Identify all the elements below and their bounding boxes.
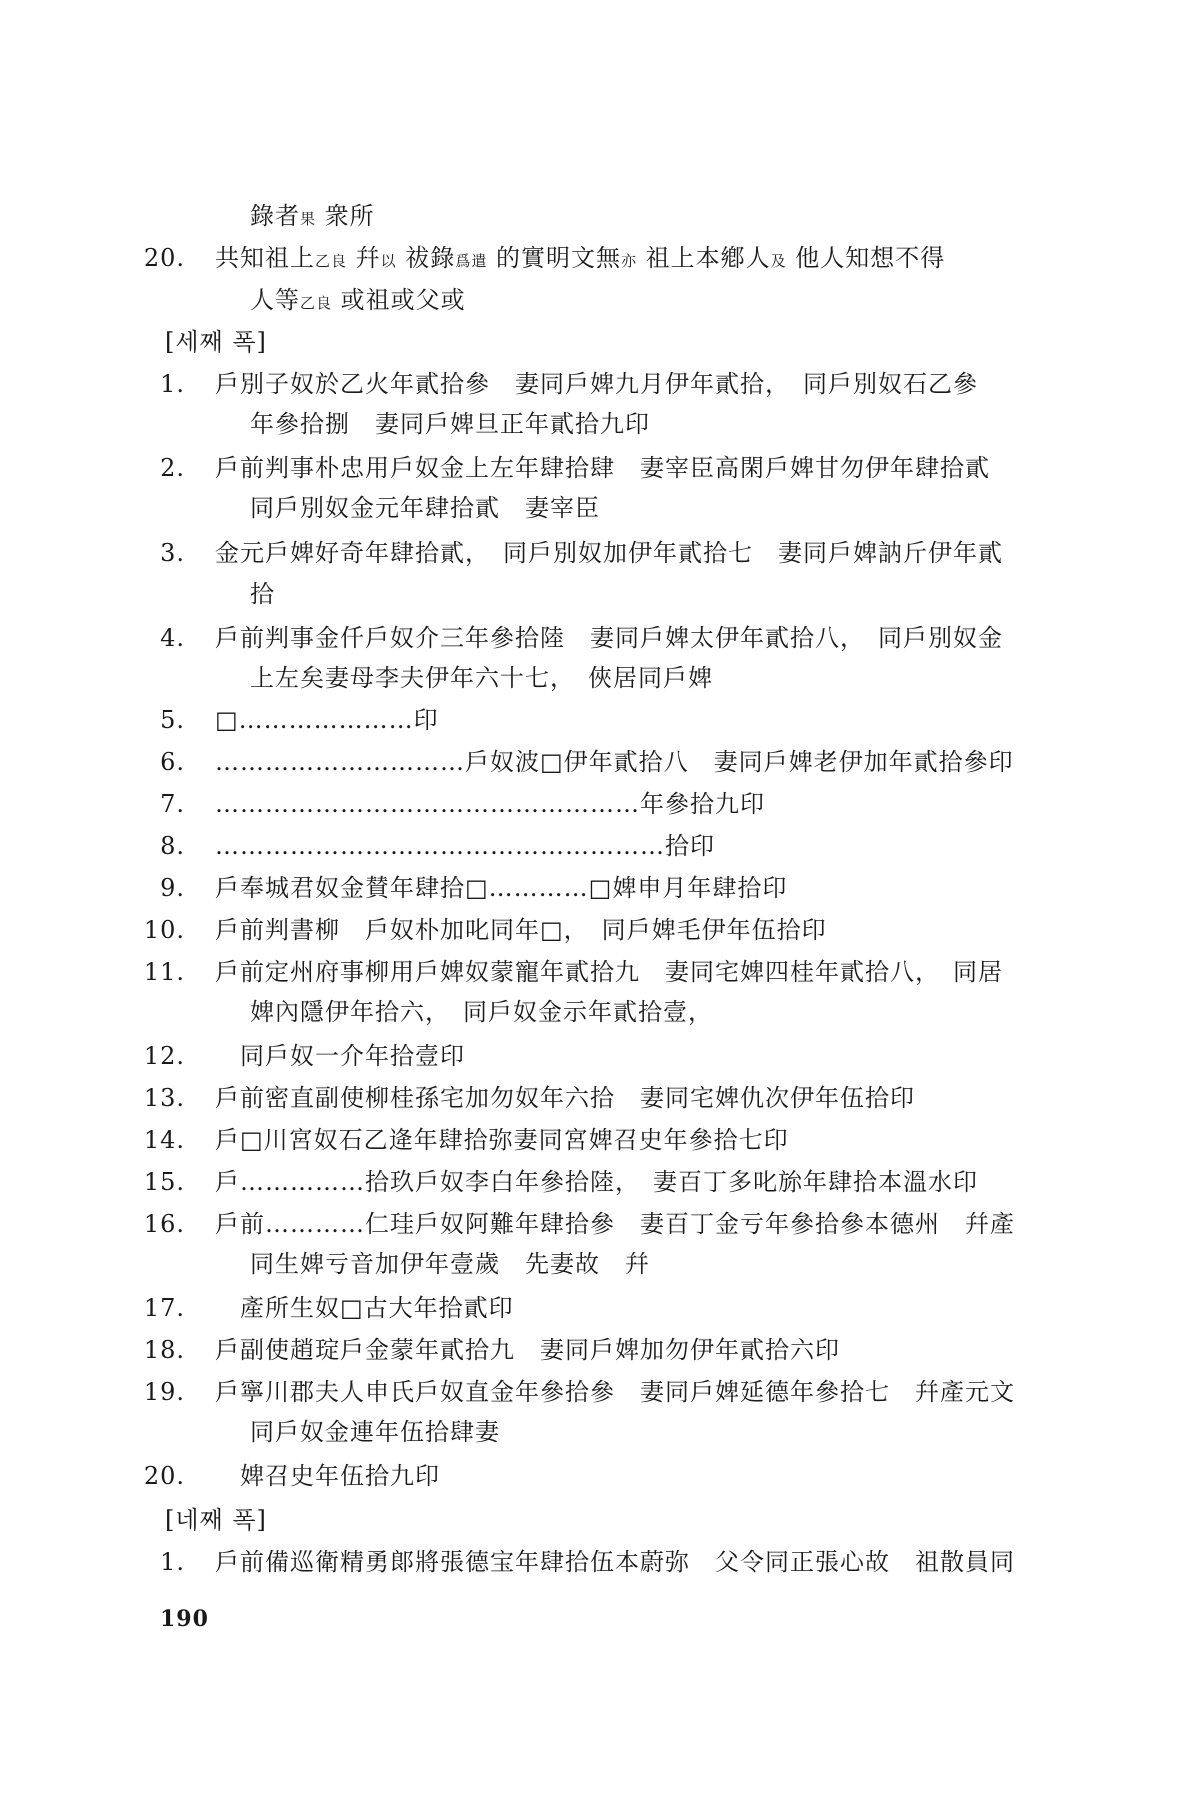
entry-3-1 (0, 364, 1200, 404)
section-heading-text: [세째 폭] (165, 328, 267, 356)
entry-text: 同戶別奴金元年肆拾貳 妻宰臣 (250, 494, 600, 522)
entry-text: 戶前判事朴忠用戶奴金上左年肆拾肆 妻宰臣高閑戶婢甘勿伊年肆拾貳 (215, 454, 990, 482)
entry-number: 17. (143, 1294, 185, 1322)
entry-3-4-continuation (0, 658, 1200, 698)
entry-text: 上左矣妻母李夫伊年六十七， 俠居同戶婢 (250, 664, 713, 692)
entry-3-2 (0, 448, 1200, 488)
entry-number: 18. (143, 1336, 185, 1364)
page-number: 190 (160, 1606, 209, 1632)
entry-3-13 (0, 1078, 1200, 1118)
section-heading-text: [네째 폭] (165, 1506, 267, 1534)
annotation: 爲遣 (455, 252, 488, 270)
carry-over-text-rest: 衆所 (316, 202, 375, 230)
entry-3-3 (0, 533, 1200, 573)
entry-number: 11. (143, 958, 185, 986)
entry-number: 1. (160, 370, 185, 398)
annotation: 亦 (620, 252, 637, 270)
annotation: 乙良 (300, 294, 333, 312)
entry-3-5 (0, 700, 1200, 740)
entry-3-14 (0, 1120, 1200, 1160)
entry-3-6 (0, 742, 1200, 782)
entry-3-9 (0, 868, 1200, 908)
entry-text: 戶前…………仁珪戶奴阿難年肆拾參 妻百丁金亏年參拾參本德州 幷產 (215, 1210, 1015, 1238)
entry-3-19 (0, 1372, 1200, 1412)
entry-number: 1. (160, 1548, 185, 1576)
entry-text: ………………………………………………拾印 (215, 832, 715, 860)
entry-3-10 (0, 910, 1200, 950)
entry-number: 7. (160, 790, 185, 818)
entry-text: □…………………印 (215, 706, 439, 734)
entry-3-16-continuation (0, 1244, 1200, 1284)
entry-text: 戶前判書柳 戶奴朴加叱同年□， 同戶婢毛伊年伍拾印 (215, 916, 827, 944)
entry-text: 戶前密直副使柳桂孫宅加勿奴年六拾 妻同宅婢仇次伊年伍拾印 (215, 1084, 915, 1112)
entry-text: …………………………戶奴波□伊年貳拾八 妻同戶婢老伊加年貳拾參印 (215, 748, 1014, 776)
entry-text: 共知祖上乙良 幷以 祓錄爲遣 的實明文無亦 祖上本鄕人及 他人知想不得 (215, 244, 946, 272)
entry-number: 14. (143, 1126, 185, 1154)
entry-3-15 (0, 1162, 1200, 1202)
entry-3-1-continuation (0, 404, 1200, 444)
entry-number: 10. (143, 916, 185, 944)
entry-text: 戶……………拾玖戶奴李白年參拾陸， 妻百丁多叱旀年肆拾本溫水印 (215, 1168, 978, 1196)
entry-text: 婢召史年伍拾九印 (215, 1462, 440, 1490)
entry-3-2-continuation (0, 488, 1200, 528)
entry-number: 12. (143, 1042, 185, 1070)
entry-3-11-continuation (0, 992, 1200, 1032)
entry-number: 5. (160, 706, 185, 734)
entry-text: 戶前備巡衛精勇郞將張德宝年肆拾伍本蔚弥 父令同正張心故 祖散員同 (215, 1548, 1015, 1576)
entry-3-16 (0, 1204, 1200, 1244)
entry-text: 同戶奴一介年拾壹印 (215, 1042, 465, 1070)
entry-number: 20. (143, 1462, 185, 1490)
entry-text: 金元戶婢好奇年肆拾貳， 同戶別奴加伊年貳拾七 妻同戶婢訥斤伊年貳 (215, 539, 1003, 567)
carry-over-annotation: 果 (300, 210, 317, 228)
annotation: 以 (380, 252, 397, 270)
entry-4-1 (0, 1542, 1200, 1582)
entry-3-4 (0, 618, 1200, 658)
entry-3-11 (0, 952, 1200, 992)
entry-3-7 (0, 784, 1200, 824)
entry-number: 8. (160, 832, 185, 860)
entry-number: 9. (160, 874, 185, 902)
annotation: 及 (770, 252, 787, 270)
entry-text: 婢內隱伊年拾六， 同戶奴金示年貳拾壹， (250, 998, 713, 1026)
entry-number: 15. (143, 1168, 185, 1196)
annotation: 乙良 (315, 252, 348, 270)
entry-text: 產所生奴□古大年拾貳印 (215, 1294, 514, 1322)
entry-3-20 (0, 1456, 1200, 1496)
entry-number: 19. (143, 1378, 185, 1406)
entry-text: 戶寧川郡夫人申氏戶奴直金年參拾參 妻同戶婢延德年參拾七 幷產元文 (215, 1378, 1015, 1406)
entry-text: 戶前判事金仟戶奴介三年參拾陸 妻同戶婢太伊年貳拾八， 同戶別奴金 (215, 624, 1003, 652)
entry-number: 16. (143, 1210, 185, 1238)
entry-3-18 (0, 1330, 1200, 1370)
carry-over-line (0, 196, 1200, 236)
entry-number: 3. (160, 539, 185, 567)
entry-text: 同生婢亏音加伊年壹歲 先妻故 幷 (250, 1250, 650, 1278)
entry-text: 戶前定州府事柳用戶婢奴蒙寵年貳拾九 妻同宅婢四桂年貳拾八， 同居 (215, 958, 1003, 986)
entry-number: 13. (143, 1084, 185, 1112)
entry-number: 2. (160, 454, 185, 482)
entry-3-12 (0, 1036, 1200, 1076)
section-heading-4 (0, 1500, 1200, 1540)
entry-20-top (0, 238, 1200, 278)
entry-text: 同戶奴金連年伍拾肆妻 (250, 1418, 500, 1446)
entry-text: 戶別子奴於乙火年貳拾參 妻同戶婢九月伊年貳拾， 同戶別奴石乙參 (215, 370, 978, 398)
section-heading-3 (0, 322, 1200, 362)
entry-number: 4. (160, 624, 185, 652)
entry-text: 拾 (250, 580, 275, 608)
carry-over-text: 錄者 (250, 202, 300, 230)
entry-20-top-continuation: 人等乙良 或祖或父或 (250, 286, 466, 314)
entry-text: 戶□川宮奴石乙逄年肆拾弥妻同宮婢召史年參拾七印 (215, 1126, 789, 1154)
entry-number: 20. (143, 244, 185, 272)
entry-number: 6. (160, 748, 185, 776)
entry-3-8 (0, 826, 1200, 866)
entry-3-3-continuation (0, 574, 1200, 614)
entry-text: 戶副使趙琔戶金蒙年貳拾九 妻同戶婢加勿伊年貳拾六印 (215, 1336, 840, 1364)
entry-text: 戶奉城君奴金賛年肆拾□…………□婢申月年肆拾印 (215, 874, 788, 902)
entry-text: ……………………………………………年參拾九印 (215, 790, 765, 818)
entry-3-19-continuation (0, 1412, 1200, 1452)
entry-text: 年參拾捌 妻同戶婢旦正年貳拾九印 (250, 410, 650, 438)
entry-3-17 (0, 1288, 1200, 1328)
